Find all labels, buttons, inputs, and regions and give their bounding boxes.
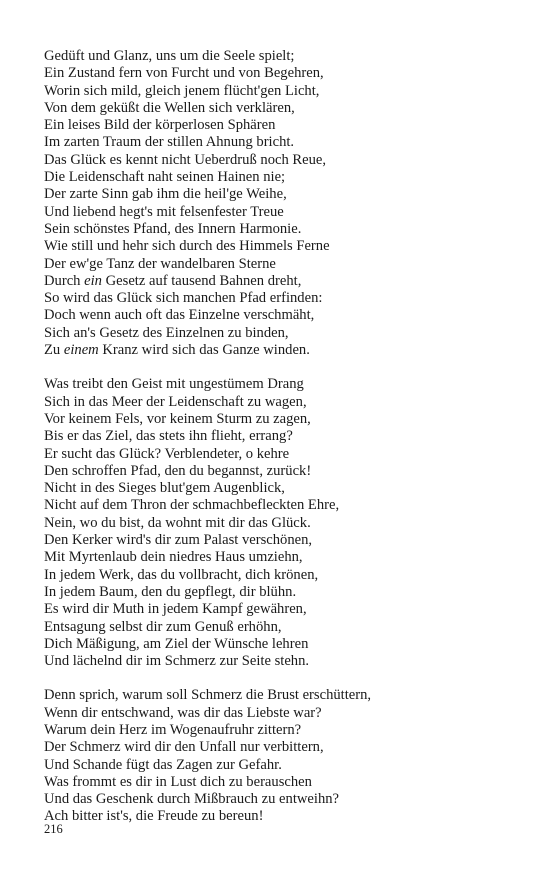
line-text: Der Schmerz wird dir den Unfall nur verbittern,	[44, 739, 324, 756]
poem-line	[44, 169, 514, 186]
poem-line	[44, 480, 514, 497]
stanza	[44, 48, 514, 359]
poem-line	[44, 532, 514, 549]
poem-page	[44, 48, 514, 826]
line-text: Worin sich mild, gleich jenem flücht'gen Licht,	[44, 82, 320, 99]
poem-line	[44, 307, 514, 324]
line-text: Nicht in des Sieges blut'gem Augenblick,	[44, 480, 285, 497]
poem-line	[44, 152, 514, 169]
poem-line	[44, 774, 514, 791]
poem-line	[44, 221, 514, 238]
poem-line	[44, 273, 514, 290]
poem-line	[44, 722, 514, 739]
poem-line	[44, 757, 514, 774]
poem-line	[44, 394, 514, 411]
poem-line	[44, 463, 514, 480]
line-text: Den Kerker wird's dir zum Palast verschönen,	[44, 532, 313, 549]
poem-line	[44, 134, 514, 151]
line-text: In jedem Werk, das du vollbracht, dich krönen,	[44, 566, 319, 583]
poem-line	[44, 584, 514, 601]
line-text: Und das Geschenk durch Mißbrauch zu entweihn?	[44, 791, 340, 808]
line-text: Ein Zustand fern von Furcht und von Begehren,	[44, 65, 324, 82]
line-text: So wird das Glück sich manchen Pfad erfinden:	[44, 290, 323, 307]
poem-line	[44, 636, 514, 653]
line-text: Sich in das Meer der Leidenschaft zu wagen,	[44, 393, 307, 410]
poem-line	[44, 342, 514, 359]
poem-line	[44, 653, 514, 670]
line-text: Entsagung selbst dir zum Genuß erhöhn,	[44, 618, 282, 635]
line-text: Durch	[44, 272, 85, 289]
line-text: Der ew'ge Tanz der wandelbaren Sterne	[44, 255, 276, 272]
poem-line	[44, 428, 514, 445]
line-text: Gesetz auf tausend Bahnen dreht,	[101, 272, 302, 289]
poem-line	[44, 204, 514, 221]
poem-body	[44, 48, 514, 826]
line-text: Kranz wird sich das Ganze winden.	[98, 342, 310, 359]
line-text: Was treibt den Geist mit ungestümem Drang	[44, 376, 304, 393]
line-text: Sich an's Gesetz des Einzelnen zu binden,	[44, 324, 289, 341]
poem-line	[44, 100, 514, 117]
poem-line	[44, 497, 514, 514]
line-text: Und liebend hegt's mit felsenfester Treue	[44, 203, 284, 220]
line-text: Denn sprich, warum soll Schmerz die Brust erschüttern,	[44, 687, 372, 704]
poem-line	[44, 808, 514, 825]
line-text: Ein leises Bild der körperlosen Sphären	[44, 117, 276, 134]
page-number: 216	[44, 822, 63, 836]
line-text: Er sucht das Glück? Verblendeter, o kehre	[44, 445, 290, 462]
poem-line	[44, 186, 514, 203]
poem-line	[44, 411, 514, 428]
line-text: Ach bitter ist's, die Freude zu bereun!	[44, 808, 264, 825]
line-text: Von dem geküßt die Wellen sich verklären,	[44, 99, 295, 116]
stanza	[44, 376, 514, 670]
line-text: Warum dein Herz im Wogenaufruhr zittern?	[44, 721, 302, 738]
line-text: Nicht auf dem Thron der schmachbefleckten Ehre,	[44, 497, 340, 514]
line-text: Und Schande fügt das Zagen zur Gefahr.	[44, 756, 282, 773]
line-text: Was frommt es dir in Lust dich zu berauschen	[44, 773, 312, 790]
poem-line	[44, 687, 514, 704]
line-text: Der zarte Sinn gab ihm die heil'ge Weihe,	[44, 186, 287, 203]
poem-line	[44, 705, 514, 722]
poem-line	[44, 238, 514, 255]
line-text: Doch wenn auch oft das Einzelne verschmäht,	[44, 307, 315, 324]
poem-line	[44, 446, 514, 463]
line-text: Im zarten Traum der stillen Ahnung bricht.	[44, 134, 295, 151]
poem-line	[44, 290, 514, 307]
poem-line	[44, 791, 514, 808]
line-text: Nein, wo du bist, da wohnt mit dir das Glück.	[44, 514, 311, 531]
line-text: Sein schönstes Pfand, des Innern Harmonie.	[44, 220, 302, 237]
line-text: Gedüft und Glanz, uns um die Seele spielt;	[44, 48, 295, 64]
line-text: Das Glück es kennt nicht Ueberdruß noch Reue,	[44, 151, 327, 168]
poem-line	[44, 549, 514, 566]
line-text: Wie still und hehr sich durch des Himmels Ferne	[44, 238, 330, 255]
poem-line	[44, 117, 514, 134]
poem-line	[44, 619, 514, 636]
line-text: Zu	[44, 342, 64, 359]
stanza	[44, 687, 514, 825]
poem-line	[44, 48, 514, 65]
line-text: Mit Myrtenlaub dein niedres Haus umziehn,	[44, 549, 303, 566]
emphasized-word: ein	[84, 272, 102, 289]
line-text: Wenn dir entschwand, was dir das Liebste war?	[44, 704, 322, 721]
line-text: In jedem Baum, den du gepflegt, dir blühn.	[44, 583, 297, 600]
line-text: Vor keinem Fels, vor keinem Sturm zu zagen,	[44, 410, 311, 427]
poem-line	[44, 256, 514, 273]
poem-line	[44, 739, 514, 756]
poem-line	[44, 65, 514, 82]
line-text: Den schroffen Pfad, den du begannst, zurück!	[44, 462, 312, 479]
poem-line	[44, 567, 514, 584]
poem-line	[44, 83, 514, 100]
poem-line	[44, 325, 514, 342]
line-text: Und lächelnd dir im Schmerz zur Seite stehn.	[44, 653, 310, 670]
poem-line	[44, 376, 514, 393]
poem-line	[44, 601, 514, 618]
line-text: Bis er das Ziel, das stets ihn flieht, errang?	[44, 428, 293, 445]
emphasized-word: einem	[63, 342, 99, 359]
line-text: Es wird dir Muth in jedem Kampf gewähren,	[44, 601, 307, 618]
line-text: Dich Mäßigung, am Ziel der Wünsche lehren	[44, 635, 309, 652]
line-text: Die Leidenschaft naht seinen Hainen nie;	[44, 169, 286, 186]
poem-line	[44, 515, 514, 532]
